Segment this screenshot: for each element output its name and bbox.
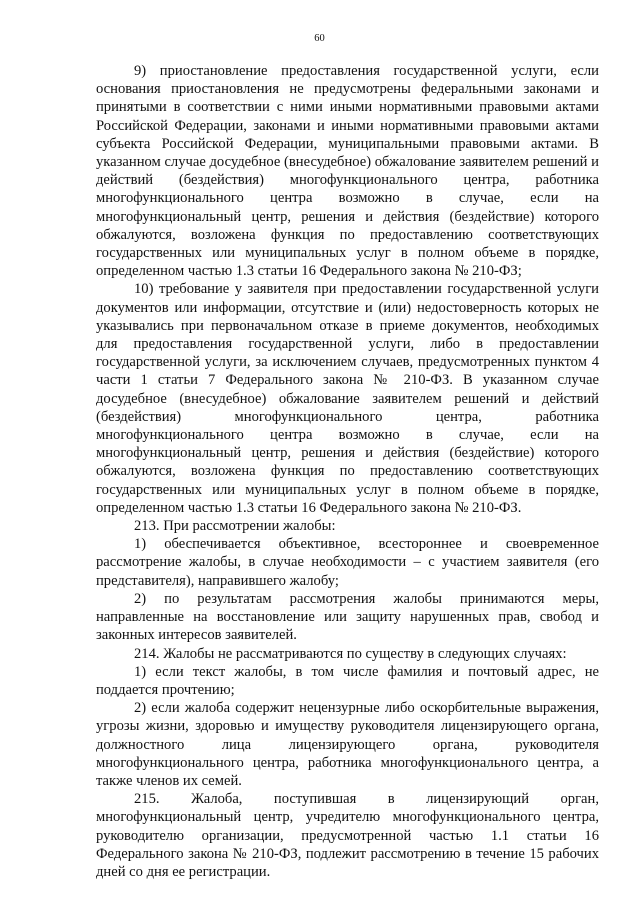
paragraph-215: 215. Жалоба, поступившая в лицензирующий орган, многофункциональный центр, учредителю многофункционального центра, руководителю организации, предусмотренной частью 1.1 статьи 16 Федерального закона № 210-ФЗ, подлежит рассмотрению в течение 15 рабочих дней со дня ее регистрации. bbox=[96, 791, 599, 880]
paragraph-214-heading: 214. Жалобы не рассматриваются по существу в следующих случаях: bbox=[134, 645, 567, 662]
paragraph-213-heading: 213. При рассмотрении жалобы: bbox=[134, 518, 336, 535]
document-body bbox=[96, 62, 599, 881]
paragraph-214-item-1: 1) если текст жалобы, в том числе фамилия и почтовый адрес, не поддается прочтению; bbox=[96, 663, 599, 698]
page-number: 60 bbox=[314, 33, 325, 44]
paragraph-213-item-2: 2) по результатам рассмотрения жалобы принимаются меры, направленные на восстановление или защиту нарушенных прав, свобод и законных интересов заявителей. bbox=[96, 590, 599, 644]
paragraph-213-item-1: 1) обеспечивается объективное, всестороннее и своевременное рассмотрение жалобы, в случае необходимости – с участием заявителя (его представителя), направившего жалобу; bbox=[96, 536, 599, 589]
paragraph-item-9: 9) приостановление предоставления государственной услуги, если основания приостановления не предусмотрены федеральными законами и принятыми в соответствии с ними иными нормативными правовыми актами Российской Федерации, законами и иными нормативными правовыми актами субъекта Российской Федерации, муниципальными правовыми актами. В указанном случае досудебное (внесудебное) обжалование заявителем решений и действий (бездействия) многофункционального центра, работника многофункционального центра возможно в случае, если на многофункциональный центр, решения и действия (бездействие) которого обжалуются, возложена функция по предоставлению соответствующих государственных или муниципальных услуг в полном объеме в порядке, определенном частью 1.3 статьи 16 Федерального закона № 210-ФЗ; bbox=[96, 63, 599, 280]
paragraph-item-10: 10) требование у заявителя при предоставлении государственной услуги документов или информации, отсутствие и (или) недостоверность которых не указывались при первоначальном отказе в приеме документов, необходимых для предоставления государственной услуги, либо в предоставлении государственной услуги, за исключением случаев, предусмотренных пунктом 4 части 1 статьи 7 Федерального закона № 210-ФЗ. В указанном случае досудебное (внесудебное) обжалование заявителем решений и действий (бездействия) многофункционального центра, работника многофункционального центра возможно в случае, если на многофункциональный центр, решения и действия (бездействие) которого обжалуются, возложена функция по предоставлению соответствующих государственных или муниципальных услуг в полном объеме в порядке, определенном частью 1.3 статьи 16 Федерального закона № 210-ФЗ. bbox=[96, 281, 599, 516]
paragraph-214-item-2: 2) если жалоба содержит нецензурные либо оскорбительные выражения, угрозы жизни, здоровью и имуществу руководителя лицензирующего органа, должностного лица лицензирующего органа, руководителя многофункционального центра, работника многофункционального центра, а также членов их семей. bbox=[96, 700, 599, 789]
